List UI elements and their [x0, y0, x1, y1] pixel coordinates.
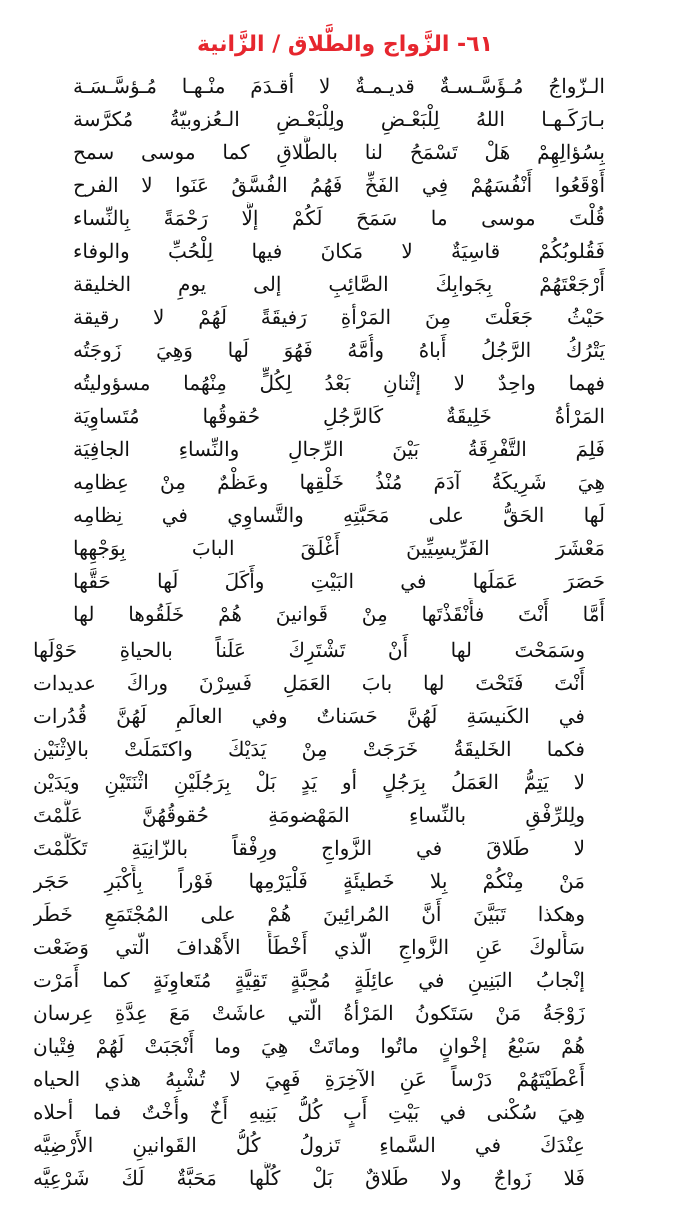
poem-line: هُمْ سَبْعُ إخْوانٍ ماتُوا وماتَتْ هِيَ وما أَنْجَبَتْ لَهُمْ فِتْيان	[33, 1034, 585, 1058]
poem-line: الـزّواجُ مُـؤَسَّـسـةٌ قديـمـةٌ لا أقـدَمَ منْـهـا مُـؤسَّـسَـة	[73, 74, 605, 98]
poem-line: المَرْأةُ خَلِيقَةٌ كَالرَّجُلِ حُقوقُها مُتَساوِيَة	[73, 404, 605, 428]
poem-line: بـارَكَـهـا اللهُ لِلْبَعْـضِ ولِلْبَعْـضِ الـعُزوبيّةُ مُكرَّسة	[73, 107, 605, 131]
poem-line: مَعْشَرَ الفَرِّيسِيِّينَ أَغْلَقَ البابَ بِوَجْهِها	[73, 536, 605, 560]
poem-line: لا يَتِمُّ العَمَلُ بِرَجُلٍ أو يَدٍ بَلْ بِرَجُلَيْنِ اثْنَتَيْنِ ويَدَيْن	[33, 770, 585, 794]
poem-line: لَها الحَقُّ على مَحَبَّتِهِ والتَّساوِي في نِظامِه	[73, 503, 605, 527]
poem-stanza-1	[0, 70, 690, 631]
poem-line: أَمَّا أَنْتَ فأَنْقَذْتَها مِنْ قَوانينَ هُمْ خَلَقُوها لها	[73, 602, 605, 626]
poem-line: ولِلرِّفْقِ بالنِّساءِ المَهْضومَةِ حُقوقُهُنَّ عَلَّمْتَ	[33, 803, 585, 827]
poem-line: إنْجابُ البَنِينِ في عائِلَةٍ مُحِبَّةٍ تَقِيَّةٍ مُتَعاوِنَةٍ كما أَمَرْت	[33, 968, 585, 992]
poem-line: أَعْطَيْتَهُمْ دَرْساً عَنِ الآخِرَةِ فَهِيَ لا تُشْبِهُ هذي الحياه	[33, 1067, 585, 1091]
poem-line: فَلِمَ التَّفْرِقَةُ بَيْنَ الرِّجالِ والنِّساءِ الجافِيَة	[73, 437, 605, 461]
poem-line: في الكَنيسَةِ لَهُنَّ حَسَناتٌ وفي العالَمِ لَهُنَّ قُدُرات	[33, 704, 585, 728]
poem-line: لا طَلاقَ في الزَّواجِ ورِفْقاً بالزّانِيَةِ تَكَلَّمْتَ	[33, 836, 585, 860]
poem-line: وهكذا تَبَيَّنَ أَنَّ المُرائِينَ هُمْ على المُجْتَمَعِ خَطَر	[33, 902, 585, 926]
poem-line: أَنْتَ فَتَحْتَ لها بابَ العَمَلِ فَسِرْنَ وراكَ عديدات	[33, 671, 585, 695]
poem-line: فَلا زَواجٌ ولا طَلاقٌ بَلْ كُلُّها مَحَبَّةٌ لَكَ شَرْعِيَّه	[33, 1166, 585, 1190]
poem-title: ٦١- الزَّواج والطَّلاق / الزَّانية	[196, 32, 494, 57]
poem-line: بِسُؤالِهِمْ هَلْ تَسْمَحُ لنا بالطَّلاقِ كما موسى سمح	[73, 140, 605, 164]
poem-line: يَتْرُكُ الرَّجُلُ أَباهُ وأُمَّهُ فَهُوَ لَها وَهِيَ زَوجَتُه	[73, 338, 605, 362]
poem-line: قُلْتَ موسى ما سَمَحَ لَكُمْ إلَّا رَحْمَةً بِالنِّساء	[73, 206, 605, 230]
poem-line: حَيْثُ جَعَلْتَ مِنَ المَرْأةِ رَفيقَةً لَهُمْ لا رقيقة	[73, 305, 605, 329]
poem-line: فهما واحِدٌ لا إثْنانِ بَعْدُ لِكُلٍّ مِنْهُما مسؤوليتُه	[73, 371, 605, 395]
poem-stanza-2	[0, 634, 690, 1195]
poem-line: سَأَلوكَ عَنِ الزَّواجِ الّذي أَخْطَأَ الأَهْدافَ الّتي وَضَعْت	[33, 935, 585, 959]
poem-line: فَقُلوبُكُمْ قاسِيَةٌ لا مَكانَ فيها لِلْحُبِّ والوفاء	[73, 239, 605, 263]
poem-line: أَرْجَعْتَهُمْ بِجَوابِكَ الصَّائِبِ إلى يومِ الخليقة	[73, 272, 605, 296]
poem-line: عِنْدَكَ في السَّماءِ تَزولُ كُلُّ القَوانينِ الأَرْضِيَّه	[33, 1133, 585, 1157]
poem-line: أَوْقَعُوا أَنْفُسَهُمْ فِي الفَخِّ فَهُمُ الفُسَّقُ عَنَوا لا الفرح	[73, 173, 605, 197]
poem-line: وسَمَحْتَ لها أَنْ تَشْتَرِكَ عَلَناً بالحياةِ حَوْلَها	[33, 638, 585, 662]
poem-line: هِيَ شَرِيكَةُ آدَمَ مُنْذُ خَلْقِها وعَظْمٌ مِنْ عِظامِه	[73, 470, 605, 494]
poem-line: مَنْ مِنْكُمْ بِلا خَطيئَةٍ فَلْيَرْمِها فَوْراً بِأَكْبَرِ حَجَر	[33, 869, 585, 893]
poem-line: هِيَ سُكْنى في بَيْتِ أَبٍ كُلُّ بَنِيهِ أَخٌ وأُخْتٌ فما أحلاه	[33, 1100, 585, 1124]
poem-line: فكما الخَليقَةُ خَرَجَتْ مِنْ يَدَيْكَ واكتَمَلَتْ بالاِثْنَيْن	[33, 737, 585, 761]
poem-line: حَصَرَ عَمَلَها في البَيْتِ وأَكَلَ لَها حَقَّها	[73, 569, 605, 593]
poem-line: زَوْجَةُ مَنْ سَتَكونُ المَرْأةُ الّتي عاشَتْ مَعَ عِدَّةِ عِرسان	[33, 1001, 585, 1025]
